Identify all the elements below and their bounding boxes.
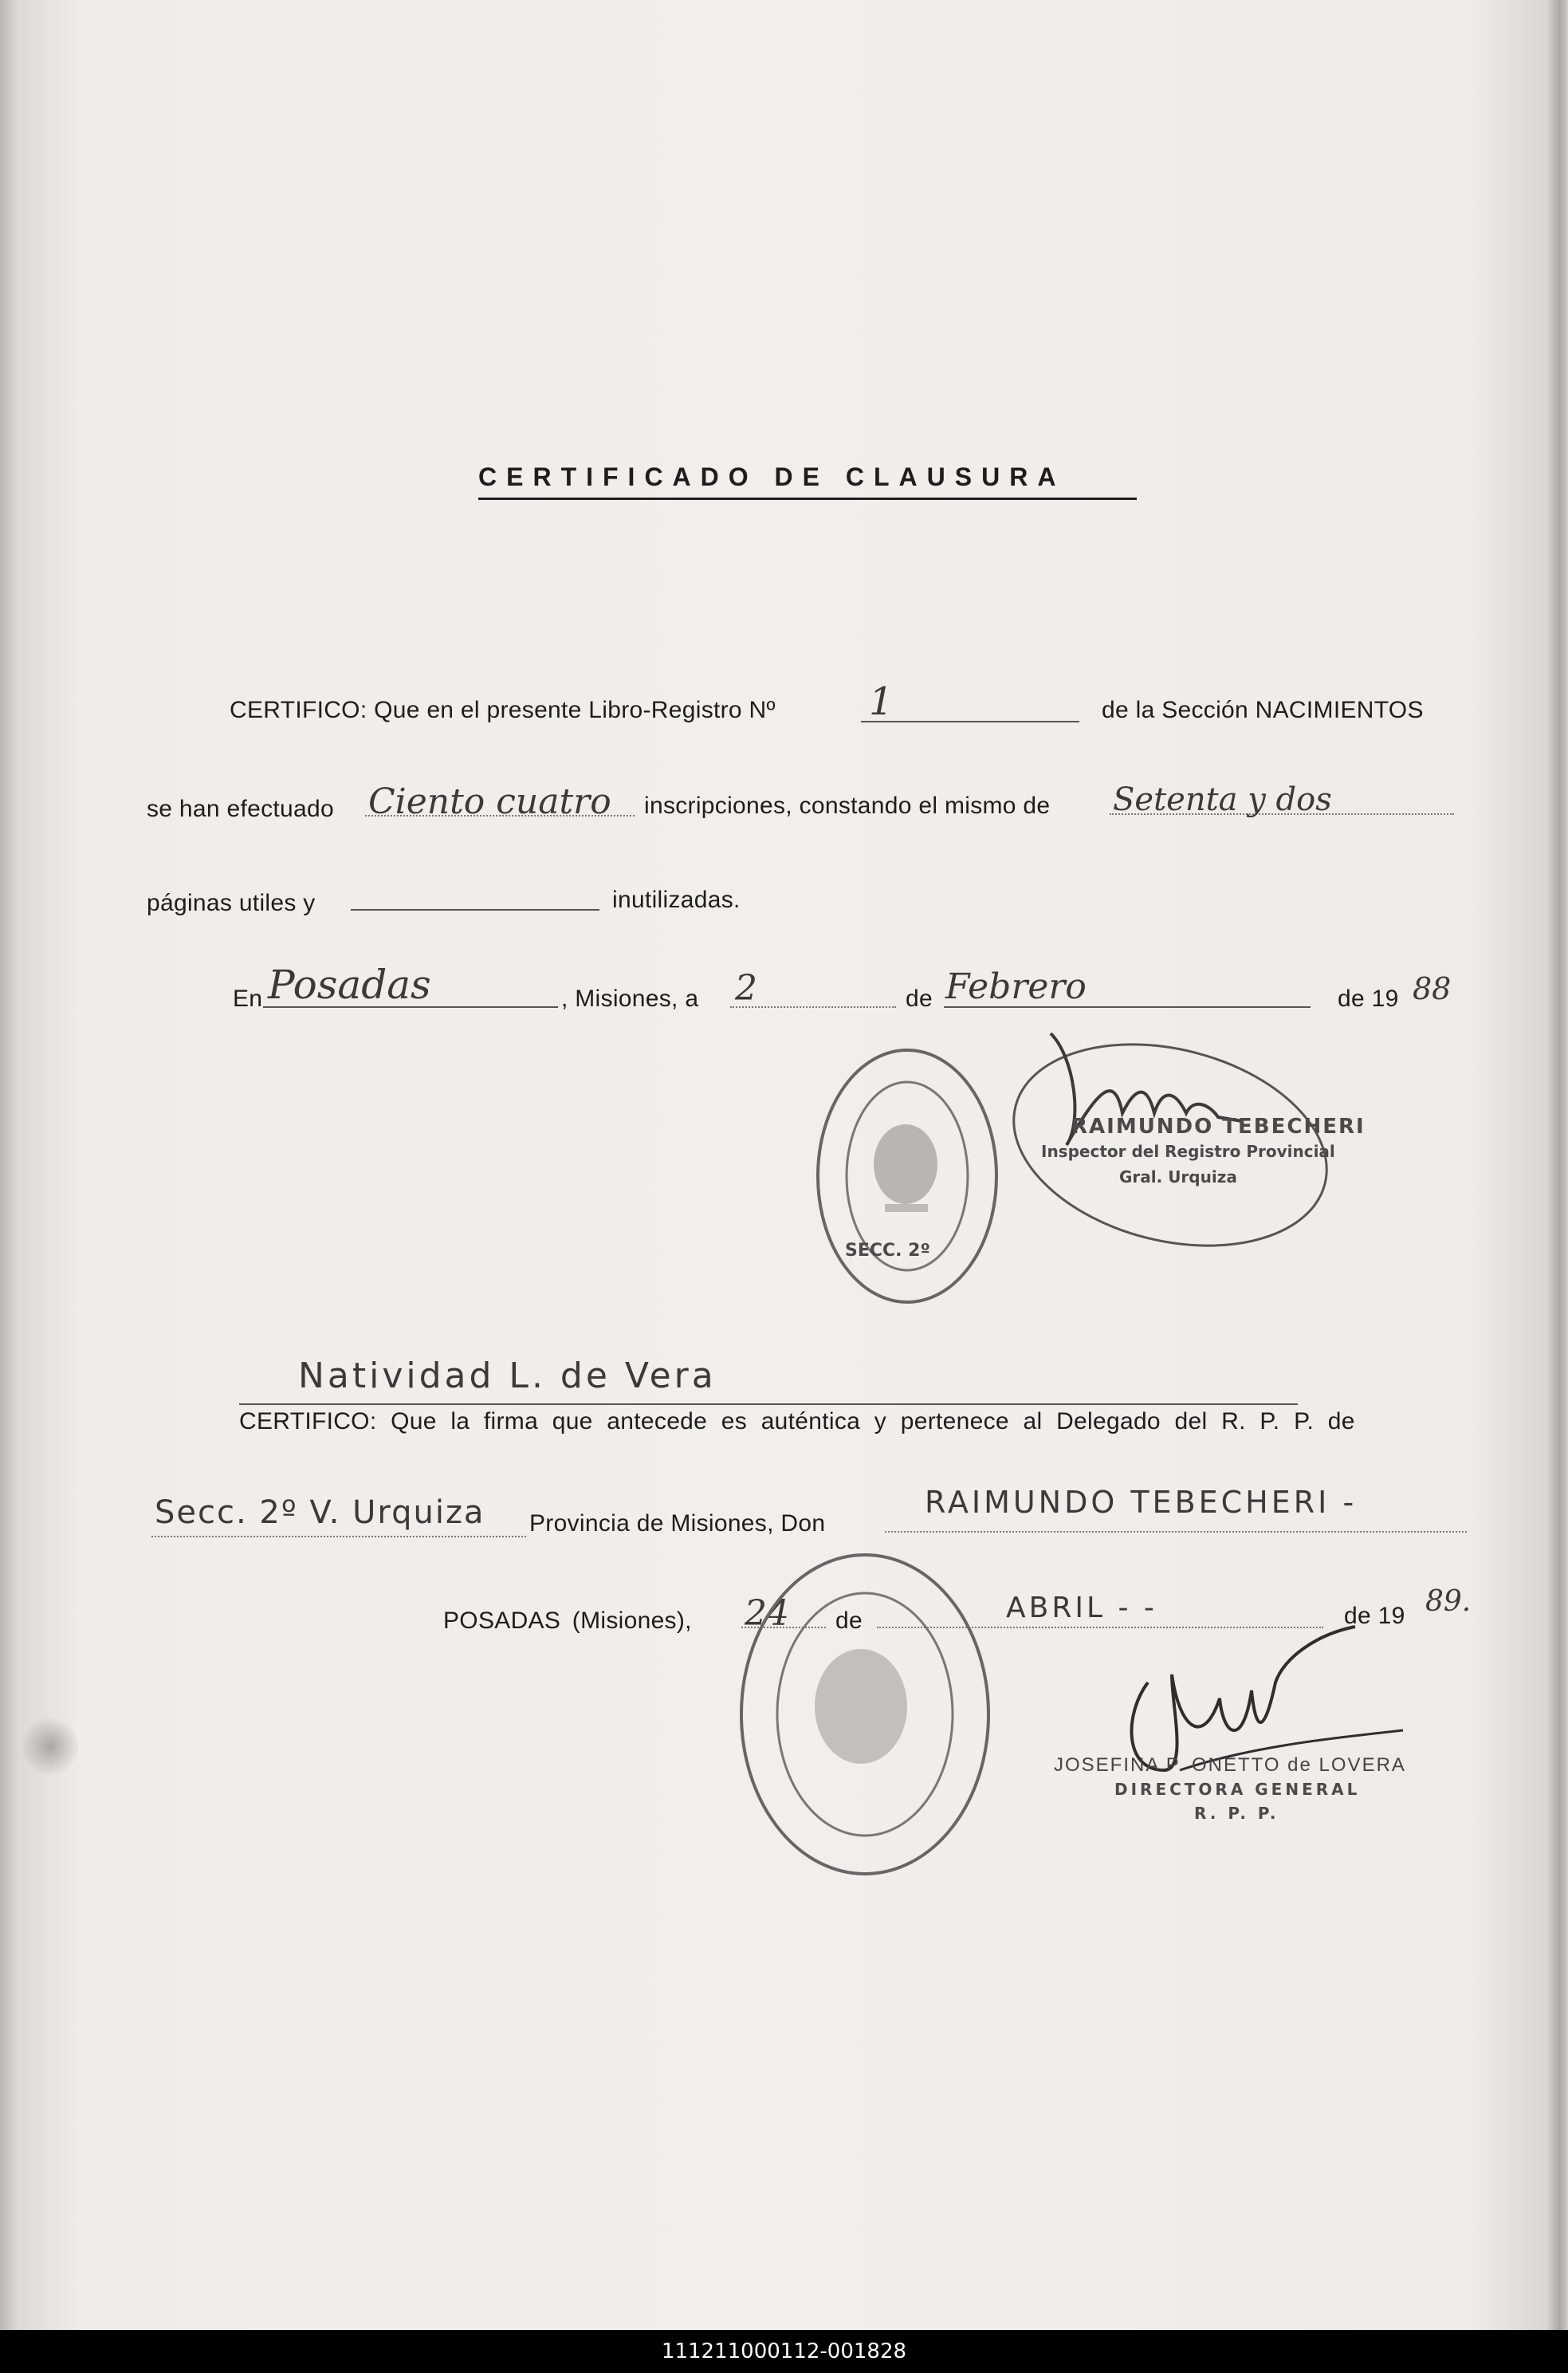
anio-handwritten-2: 89. [1425,1585,1472,1618]
page-right-edge [1546,0,1568,2330]
stamp2-place: Gral. Urquiza [1119,1167,1237,1186]
se-han-text: se han efectuado [147,796,334,822]
direccion-general-seal [733,1547,996,1882]
seccion-hw-line [151,1536,526,1537]
inscripciones-text: inscripciones, constando el mismo de [644,793,1051,819]
seccion-text: de la Sección NACIMIENTOS [1102,697,1424,723]
seal1-center-text: SECC. 2º [845,1241,930,1261]
certifico-text-2: CERTIFICO: Que la firma que antecede es auténtica y pertenece al Delegado del R. P. P. de [239,1408,1355,1434]
stamp2-name: RAIMUNDO TEBECHERI [1071,1115,1366,1139]
lugar-handwritten: Posadas [268,962,431,1008]
don-line [885,1531,1467,1533]
page-left-edge [0,0,19,2330]
delegado-signature-line [239,1403,1298,1405]
anio-handwritten-1: 88 [1413,971,1452,1006]
document-title: CERTIFICADO DE CLAUSURA [478,462,1066,491]
director-org: R. P. P. [1194,1804,1279,1823]
paginas-utiles-text: páginas utiles y [147,890,316,916]
mes-handwritten: Febrero [945,966,1087,1007]
stamp2-role: Inspector del Registro Provincial [1041,1142,1335,1161]
signature-tebecheri [1003,1025,1354,1257]
dia-handwritten: 2 [735,968,757,1009]
registry-seal-1 [812,1045,1003,1308]
mes-handwritten-2: ABRIL - - [1006,1592,1157,1624]
posadas-text: POSADAS (Misiones), [443,1608,692,1634]
inutilizadas-line [351,909,599,911]
de19-text-2: de 19 [1344,1603,1405,1629]
certifico-text-1: CERTIFICO: Que en el presente Libro-Registro Nº [230,697,776,723]
ink-blot [22,1714,78,1778]
director-role: DIRECTORA GENERAL [1114,1780,1361,1799]
inutilizadas-text: inutilizadas. [612,887,741,913]
en-text: En [233,986,263,1012]
director-name: JOSEFINA P. ONETTO de LOVERA [1054,1754,1406,1776]
footer-document-id: 111211000112-001828 [0,2330,1568,2373]
libro-num-handwritten: 1 [869,679,894,724]
paginas-handwritten: Setenta y dos [1113,781,1332,818]
de-text-2: de [835,1608,863,1634]
don-handwritten: RAIMUNDO TEBECHERI - [925,1485,1358,1520]
de19-text-1: de 19 [1338,986,1399,1012]
cantidad-handwritten: Ciento cuatro [368,781,611,822]
provincia-text: Provincia de Misiones, Don [529,1510,826,1537]
dia-handwritten-2: 24 [745,1593,789,1634]
seccion-handwritten: Secc. 2º V. Urquiza [155,1494,485,1531]
title-underline [478,498,1137,500]
misiones-text: , Misiones, a [561,986,699,1012]
delegado-handwritten-name: Natividad L. de Vera [298,1356,717,1396]
de-text-1: de [906,986,933,1012]
libro-num-line [861,721,1079,722]
